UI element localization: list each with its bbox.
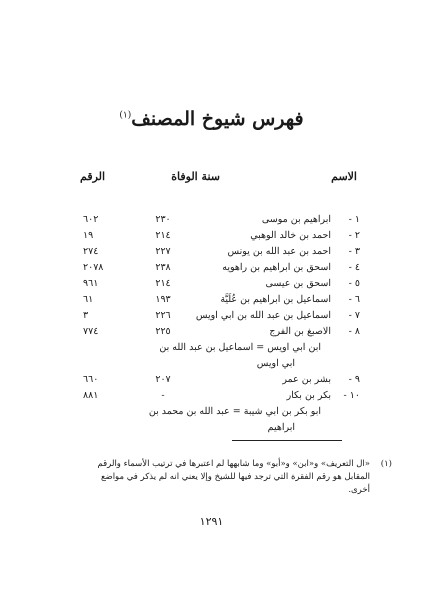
row-number: ٨٨١ bbox=[83, 390, 99, 401]
table-row bbox=[0, 228, 423, 244]
row-number: ٣ bbox=[83, 310, 89, 321]
index-table bbox=[0, 212, 423, 436]
row-name: اسحق بن عيسى bbox=[265, 278, 331, 289]
row-index: ٢ - bbox=[348, 230, 360, 241]
table-row bbox=[0, 260, 423, 276]
table-row bbox=[0, 276, 423, 292]
row-number: ٢٧٤ bbox=[83, 246, 99, 257]
row-death-year: ٢٣٠ bbox=[155, 214, 171, 225]
cross-reference-line: ابو بكر بن ابي شيبة = عبد الله بن محمد بن bbox=[148, 406, 321, 417]
header-number: الرقم bbox=[80, 170, 106, 183]
row-index: ٣ - bbox=[348, 246, 360, 257]
table-row bbox=[0, 372, 423, 388]
row-death-year: ١٩٣ bbox=[155, 294, 171, 305]
row-number: ٩٦١ bbox=[83, 278, 99, 289]
row-number: ٢٠٧٨ bbox=[83, 262, 104, 273]
row-death-year: ٢٢٦ bbox=[155, 310, 171, 321]
row-death-year: ٢٢٥ bbox=[155, 326, 171, 337]
row-name: الاصبغ بن الفرج bbox=[269, 326, 331, 337]
table-row bbox=[0, 292, 423, 308]
row-death-year: ٢١٤ bbox=[155, 230, 171, 241]
row-name: اسماعيل بن عبد الله بن ابي اويس bbox=[195, 310, 331, 321]
row-name: اسماعيل بن ابراهيم بن عُلَيَّة bbox=[220, 294, 331, 305]
row-death-year: ٢٠٧ bbox=[155, 374, 171, 385]
cross-reference bbox=[0, 356, 423, 372]
cross-reference bbox=[0, 340, 423, 356]
row-index: ٩ - bbox=[348, 374, 360, 385]
table-header bbox=[0, 170, 423, 186]
row-number: ٦١ bbox=[83, 294, 94, 305]
table-row bbox=[0, 308, 423, 324]
row-death-year: - bbox=[161, 390, 165, 401]
table-row bbox=[0, 388, 423, 404]
row-number: ٧٧٤ bbox=[83, 326, 99, 337]
row-name: احمد بن عبد الله بن يونس bbox=[227, 246, 331, 257]
row-death-year: ٢٣٨ bbox=[155, 262, 171, 273]
header-death-year: سنة الوفاة bbox=[171, 170, 220, 183]
title-footnote-marker: (١) bbox=[119, 110, 132, 121]
footnote bbox=[90, 458, 392, 497]
row-name: اسحق بن ابراهيم بن راهويه bbox=[222, 262, 331, 273]
cross-reference bbox=[0, 420, 423, 436]
row-number: ٦٦٠ bbox=[83, 374, 99, 385]
table-row bbox=[0, 324, 423, 340]
row-name: بشر بن عمر bbox=[282, 374, 331, 385]
header-name: الاسم bbox=[331, 170, 357, 183]
cross-reference-line: ابي اويس bbox=[256, 358, 295, 369]
page-title bbox=[0, 108, 423, 130]
row-index: ١ - bbox=[348, 214, 360, 225]
row-index: ٨ - bbox=[348, 326, 360, 337]
footnote-divider bbox=[232, 440, 342, 441]
row-name: بكر بن بكار bbox=[286, 390, 331, 401]
table-row bbox=[0, 212, 423, 228]
footnote-marker: (١) bbox=[380, 459, 392, 469]
footnote-text: «ال التعريف» و«ابن» و«أبو» وما شابهها لم اعتبرها في ترتيب الأسماء والرقم المقابل هو رقم الفقرة التي ترجد فيها للشيخ وإلا يعني انه لم يذكر في مواضع أخرى. bbox=[97, 459, 370, 495]
page-title-text: فهرس شيوخ المصنف bbox=[131, 108, 304, 130]
row-index: ٦ - bbox=[348, 294, 360, 305]
cross-reference bbox=[0, 404, 423, 420]
cross-reference-line: ابراهيم bbox=[267, 422, 295, 433]
row-number: ٦٠٢ bbox=[83, 214, 99, 225]
row-index: ٥ - bbox=[348, 278, 360, 289]
table-row bbox=[0, 244, 423, 260]
row-index: ٤ - bbox=[348, 262, 360, 273]
row-index: ١٠ - bbox=[343, 390, 360, 401]
row-name: احمد بن خالد الوهبي bbox=[250, 230, 331, 241]
row-index: ٧ - bbox=[348, 310, 360, 321]
cross-reference-line: ابن ابي اويس = اسماعيل بن عبد الله بن bbox=[159, 342, 321, 353]
row-number: ١٩ bbox=[83, 230, 94, 241]
row-death-year: ٢١٤ bbox=[155, 278, 171, 289]
row-name: ابراهيم بن موسى bbox=[261, 214, 331, 225]
page-number: ١٢٩١ bbox=[199, 515, 224, 528]
row-death-year: ٢٢٧ bbox=[155, 246, 171, 257]
